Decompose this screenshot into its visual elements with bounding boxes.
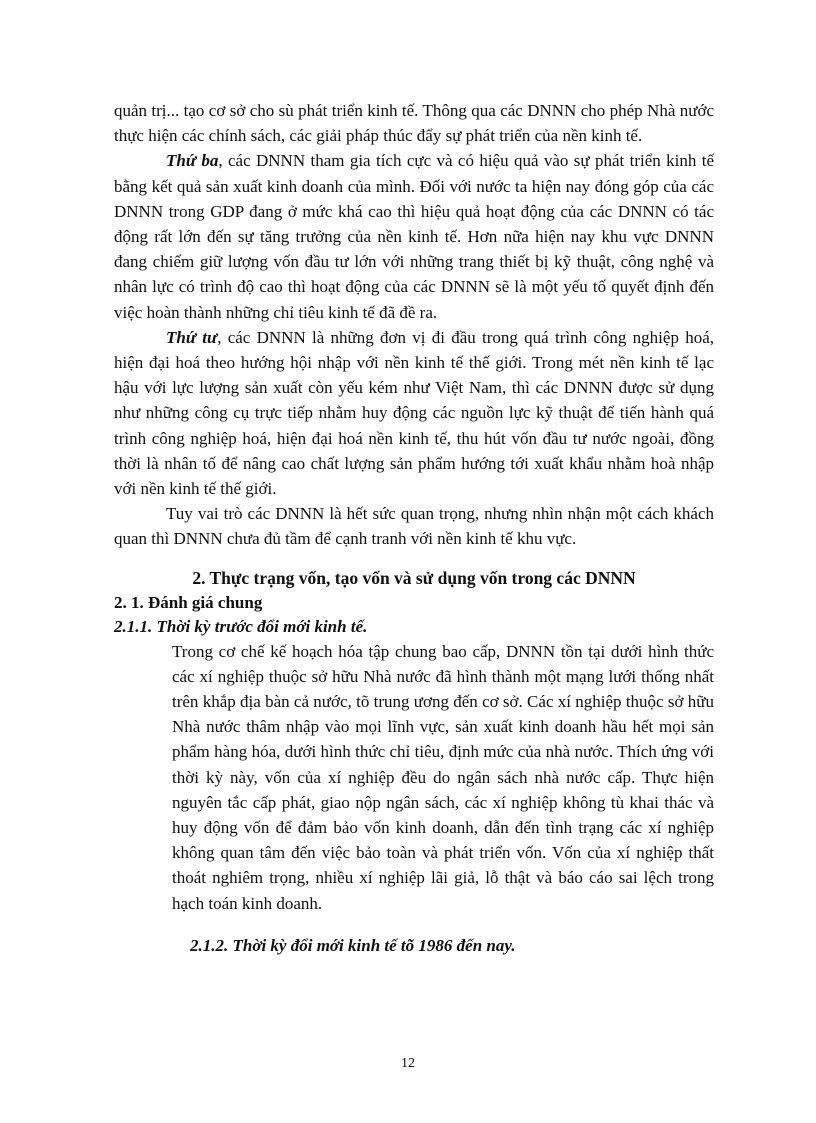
paragraph-2 [114,148,714,324]
subheading-2-1: 2. 1. Đánh giá chung [114,592,263,612]
page-number: 12 [401,1056,415,1071]
body-text [114,98,714,958]
paragraph-4: Tuy vai trò các DNNN là hết sức quan trọng, nhưng nhìn nhận một cách khách quan thì DNNN chưa đủ tầm để cạnh tranh với nền kinh tế khu vực. [114,504,714,549]
paragraph-5: Trong cơ chế kế hoạch hóa tập chung bao cấp, DNNN tồn tại dưới hình thức các xí nghiệp thuộc sở hữu Nhà nước đã hình thành một mạng lưới thống nhất trên khắp địa bàn cả nước, tõ trung ương đến cơ sở. Các xí nghiệp thuộc sở hữu Nhà nước thâm nhập vào mọi lĩnh vực, sản xuất kinh doanh hầu hết mọi sản phẩm hàng hóa, dưới hình thức chỉ tiêu, định mức của nhà nước. Thích ứng với thời kỳ này, vốn của xí nghiệp đều do ngân sách nhà nước cấp. Thực hiện nguyên tắc cấp phát, giao nộp ngân sách, các xí nghiệp không tù khai thác và huy động vốn để đảm bảo vốn kinh doanh, dẫn đến tình trạng các xí nghiệp không quan tâm đến việc bảo toàn và phát triển vốn. Vốn của xí nghiệp thất thoát nghiêm trọng, nhiều xí nghiệp lãi giả, lỗ thật và báo cáo sai lệch trong hạch toán kinh doanh. [172,641,714,913]
section-heading-2: 2. Thực trạng vốn, tạo vốn và sử dụng vốn trong các DNNN [192,567,636,588]
paragraph-3 [114,325,714,501]
subheading-2-1-1: 2.1.1. Thời kỳ trước đổi mới kinh tế. [114,616,368,636]
paragraph-2-text: , các DNNN tham gia tích cực và có hiệu quả vào sự phát triển kinh tế bằng kết quả sản xuất kinh doanh của mình. Đối với nước ta hiện nay đóng góp của các DNNN trong GDP đang ở mức khá cao thì hiệu quả hoạt động của các DNNN có tác động rất lớn đến sự tăng trưởng của nền kinh tế. Hơn nữa hiện nay khu vực DNNN đang chiếm giữ lượng vốn đầu tư lớn với những trang thiết bị kỹ thuật, công nghệ và nhân lực có trình độ cao thì hoạt động của các DNNN sẽ là một yếu tố quyết định đến việc hoàn thành những chỉ tiêu kinh tế đã đề ra. [114,151,714,322]
paragraph-3-lead: Thứ tư [166,327,218,347]
paragraph-3-text: , các DNNN là những đơn vị đi đầu trong quá trình công nghiệp hoá, hiện đại hoá theo hướng hội nhập với nền kinh tế thế giới. Trong mét nền kinh tế lạc hậu với lực lượng sản xuất còn yếu kém như Việt Nam, thì các DNNN được sử dụng như những công cụ trực tiếp nhằm huy động các nguồn lực kỹ thuật để tiến hành quá trình công nghiệp hoá, hiện đại hoá nền kinh tế, thu hút vốn đầu tư nước ngoài, đồng thời là nhân tố để nâng cao chất lượng sản phẩm hướng tới xuất khẩu nhằm hoà nhập với nền kinh tế thế giới. [114,327,714,499]
paragraph-1: quản trị... tạo cơ sở cho sù phát triển kinh tế. Thông qua các DNNN cho phép Nhà nước thực hiện các chính sách, các giải pháp thúc đẩy sự phát triển của nền kinh tế. [114,101,714,146]
paragraph-2-lead: Thứ ba [166,151,219,171]
subheading-2-1-2: 2.1.2. Thời kỳ đổi mới kinh tế tõ 1986 đến nay. [190,935,516,955]
